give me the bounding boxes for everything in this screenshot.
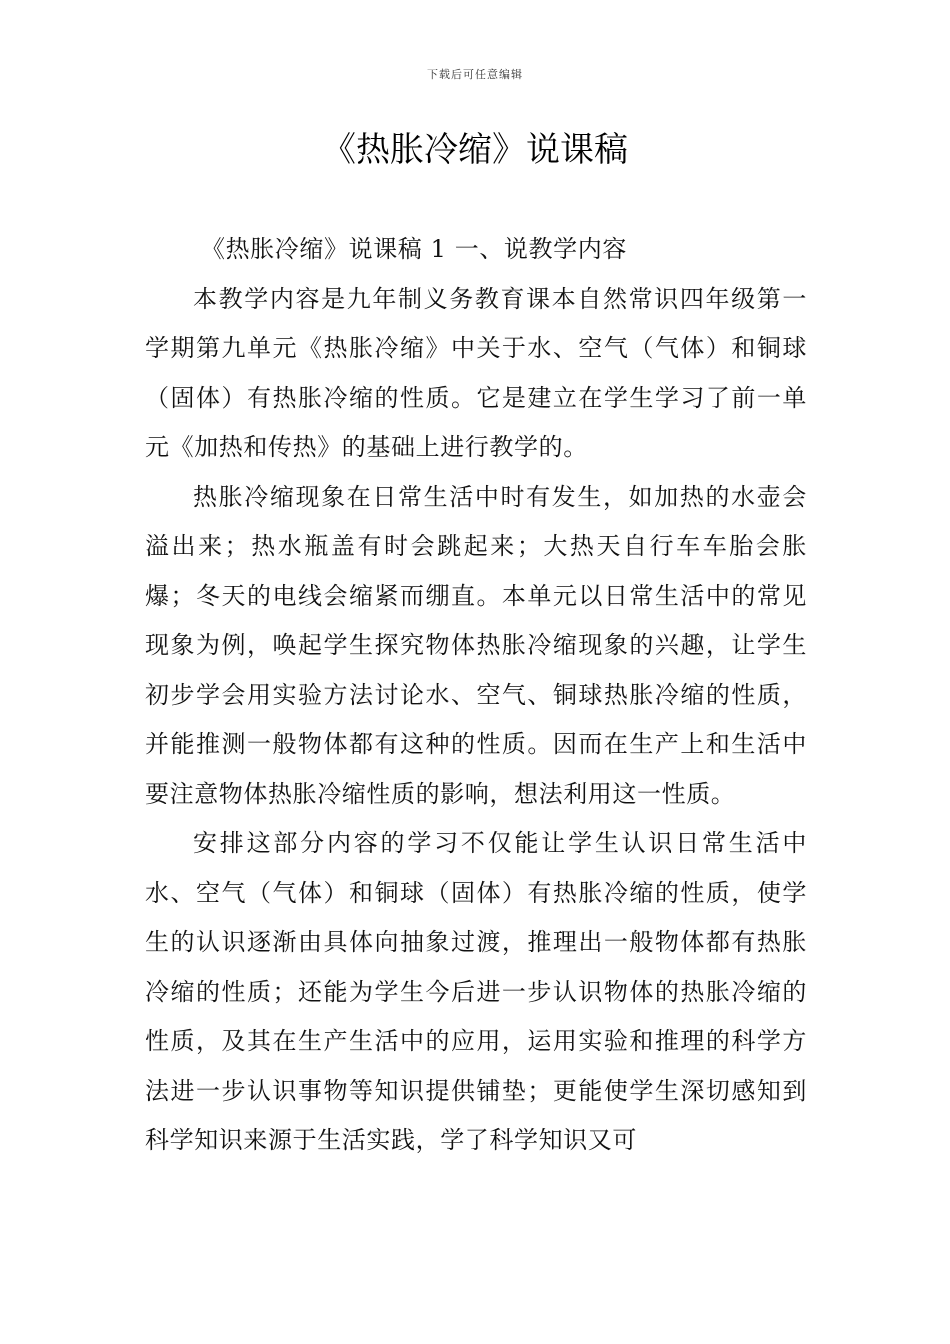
paragraph: 安排这部分内容的学习不仅能让学生认识日常生活中水、空气（气体）和铜球（固体）有热胀冷缩的性质，使学生的认识逐渐由具体向抽象过渡，推理出一般物体都有热胀冷缩的性质；还能为学生今后进一步认识物体的热胀冷缩的性质，及其在生产生活中的应用，运用实验和推理的科学方法进一步认识事物等知识提供铺垫；更能使学生深切感知到科学知识来源于生活实践，学了科学知识又可 bbox=[145, 829, 807, 1154]
paragraph: 本教学内容是九年制义务教育课本自然常识四年级第一学期第九单元《热胀冷缩》中关于水、空气（气体）和铜球（固体）有热胀冷缩的性质。它是建立在学生学习了前一单元《加热和传热》的基础上进行教学的。 bbox=[145, 284, 807, 461]
header-note: 下载后可任意编辑 bbox=[427, 68, 523, 81]
document-body bbox=[145, 225, 807, 1166]
document-title: 《热胀冷缩》说课稿 bbox=[322, 130, 628, 170]
paragraph: 热胀冷缩现象在日常生活中时有发生，如加热的水壶会溢出来；热水瓶盖有时会跳起来；大热天自行车车胎会胀爆；冬天的电线会缩紧而绷直。本单元以日常生活中的常见现象为例，唤起学生探究物体热胀冷缩现象的兴趣，让学生初步学会用实验方法讨论水、空气、铜球热胀冷缩的性质，并能推测一般物体都有这种的性质。因而在生产上和生活中要注意物体热胀冷缩性质的影响，想法利用这一性质。 bbox=[145, 482, 807, 808]
paragraph-heading: 《热胀冷缩》说课稿 1 一、说教学内容 bbox=[201, 235, 627, 263]
